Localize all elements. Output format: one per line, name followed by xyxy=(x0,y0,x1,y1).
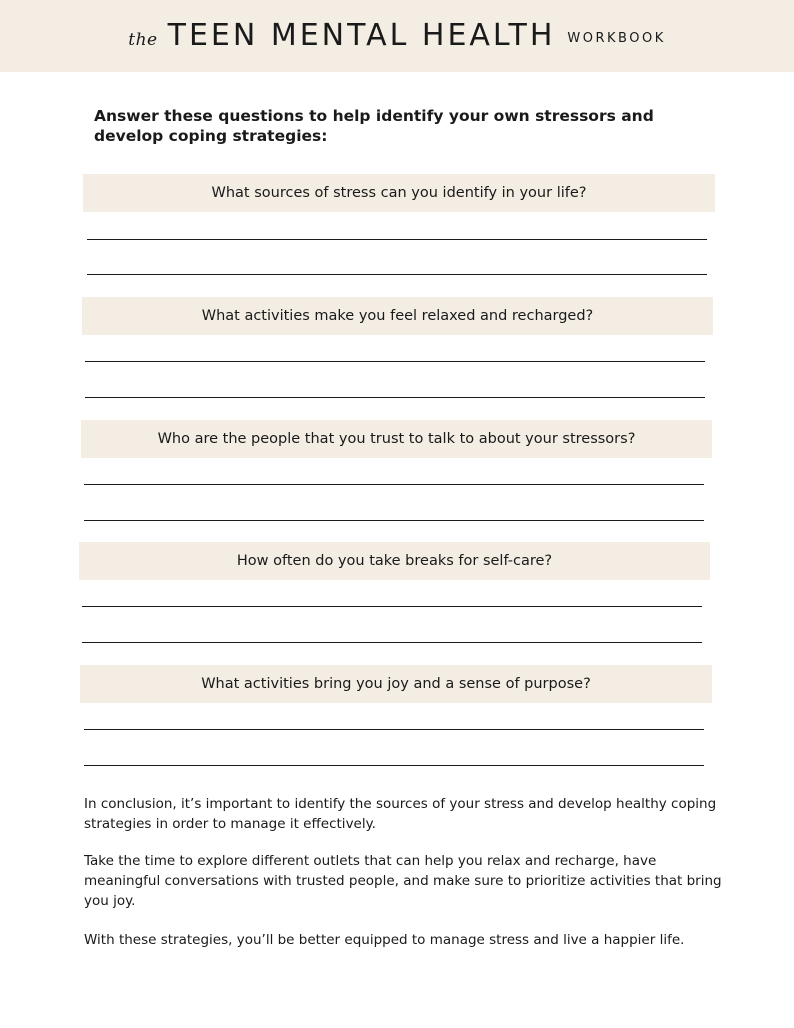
title-subtitle: WORKBOOK xyxy=(567,31,666,46)
intro-instructions: Answer these questions to help identify your own stressors and develop coping strategies: xyxy=(94,107,654,145)
question-band xyxy=(82,297,713,335)
question-text: What activities make you feel relaxed and recharged? xyxy=(201,308,594,324)
question-band xyxy=(83,174,715,212)
conclusion-paragraph: Take the time to explore different outlets that can help you relax and recharge, have meaningful conversations with trusted people, and make sure to prioritize activities that bring you joy. xyxy=(84,853,722,909)
answer-line[interactable] xyxy=(84,484,704,485)
answer-line[interactable] xyxy=(87,274,707,275)
question-text: Who are the people that you trust to talk to about your stressors? xyxy=(157,431,636,447)
answer-line[interactable] xyxy=(85,397,705,398)
workbook-title xyxy=(0,18,794,54)
conclusion-paragraph: In conclusion, it’s important to identify the sources of your stress and develop healthy coping strategies in order to manage it effectively. xyxy=(84,796,717,832)
question-band xyxy=(81,420,712,458)
answer-line[interactable] xyxy=(87,239,707,240)
question-text: What activities bring you joy and a sense of purpose? xyxy=(201,676,591,692)
question-text: How often do you take breaks for self-care? xyxy=(236,553,553,569)
conclusion-paragraph: With these strategies, you’ll be better equipped to manage stress and live a happier life. xyxy=(84,932,685,948)
header-banner xyxy=(0,0,794,72)
question-band xyxy=(80,665,712,703)
question-band xyxy=(79,542,710,580)
answer-line[interactable] xyxy=(84,520,704,521)
answer-line[interactable] xyxy=(84,729,704,730)
answer-line[interactable] xyxy=(84,765,704,766)
answer-line[interactable] xyxy=(82,606,702,607)
question-text: What sources of stress can you identify in your life? xyxy=(211,185,587,201)
title-main: TEEN MENTAL HEALTH xyxy=(167,18,556,53)
answer-line[interactable] xyxy=(82,642,702,643)
title-article: the xyxy=(128,30,158,50)
answer-line[interactable] xyxy=(85,361,705,362)
